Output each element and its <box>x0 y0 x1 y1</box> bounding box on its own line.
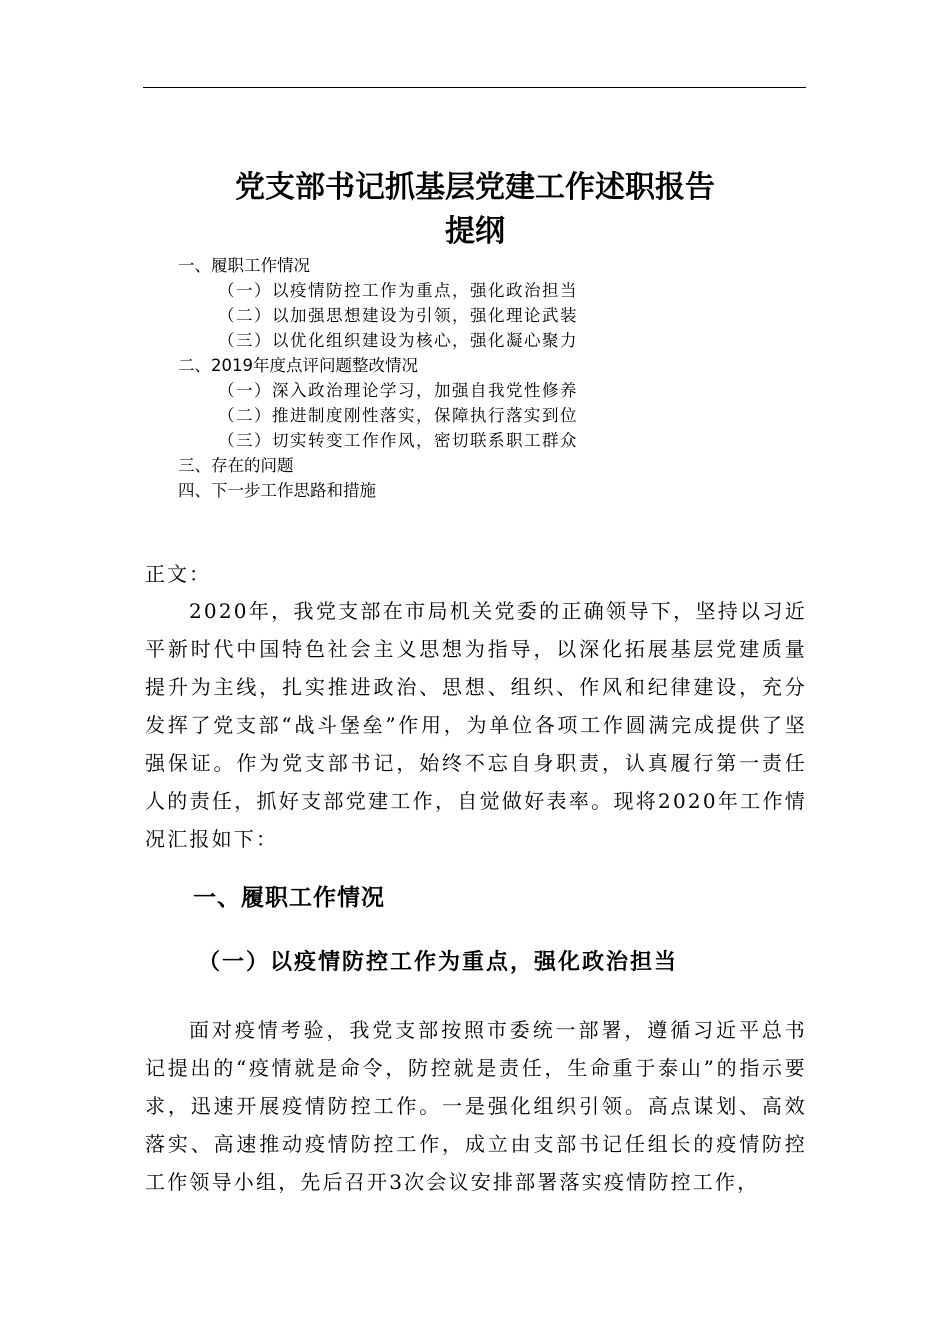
outline-item: （一）深入政治理论学习，加强自我党性修养 <box>218 381 578 400</box>
outline-item: （三）以优化组织建设为核心，强化凝心聚力 <box>218 331 578 350</box>
section-heading: 一、履职工作情况 <box>193 885 385 911</box>
outline-item: 二、2019年度点评问题整改情况 <box>178 356 418 375</box>
outline-item: 一、履职工作情况 <box>178 256 310 275</box>
header-rule <box>143 87 806 88</box>
outline-item: 三、存在的问题 <box>178 456 294 475</box>
outline-item: （一）以疫情防控工作为重点，强化政治担当 <box>218 281 578 300</box>
outline-item: （二）推进制度刚性落实，保障执行落实到位 <box>218 406 578 425</box>
body-label: 正文： <box>145 562 211 586</box>
outline-item: 四、下一步工作思路和措施 <box>178 481 376 500</box>
document-title: 党支部书记抓基层党建工作述职报告 <box>235 170 715 205</box>
intro-paragraph: 2020年，我党支部在市局机关党委的正确领导下，坚持以习近平新时代中国特色社会主义思想为指导，以深化拓展基层党建质量提升为主线，扎实推进政治、思想、组织、作风和纪律建设，充分发挥了党支部“战斗堡垒”作用，为单位各项工作圆满完成提供了坚强保证。作为党支部书记，始终不忘自身职责，认真履行第一责任人的责任，抓好支部党建工作，自觉做好表率。现将2020年工作情况汇报如下： <box>145 599 807 851</box>
outline-item: （二）以加强思想建设为引领，强化理论武装 <box>218 306 578 325</box>
document-title-line2: 提纲 <box>445 214 505 249</box>
subsection-heading: （一）以疫情防控工作为重点，强化政治担当 <box>198 949 679 975</box>
outline-item: （三）切实转变工作作风，密切联系职工群众 <box>218 431 578 450</box>
section-paragraph: 面对疫情考验，我党支部按照市委统一部署，遵循习近平总书记提出的“疫情就是命令，防控就是责任，生命重于泰山”的指示要求，迅速开展疫情防控工作。一是强化组织引领。高点谋划、高效落实、高速推动疫情防控工作，成立由支部书记任组长的疫情防控工作领导小组，先后召开3次会议安排部署落实疫情防控工作， <box>145 1018 807 1194</box>
